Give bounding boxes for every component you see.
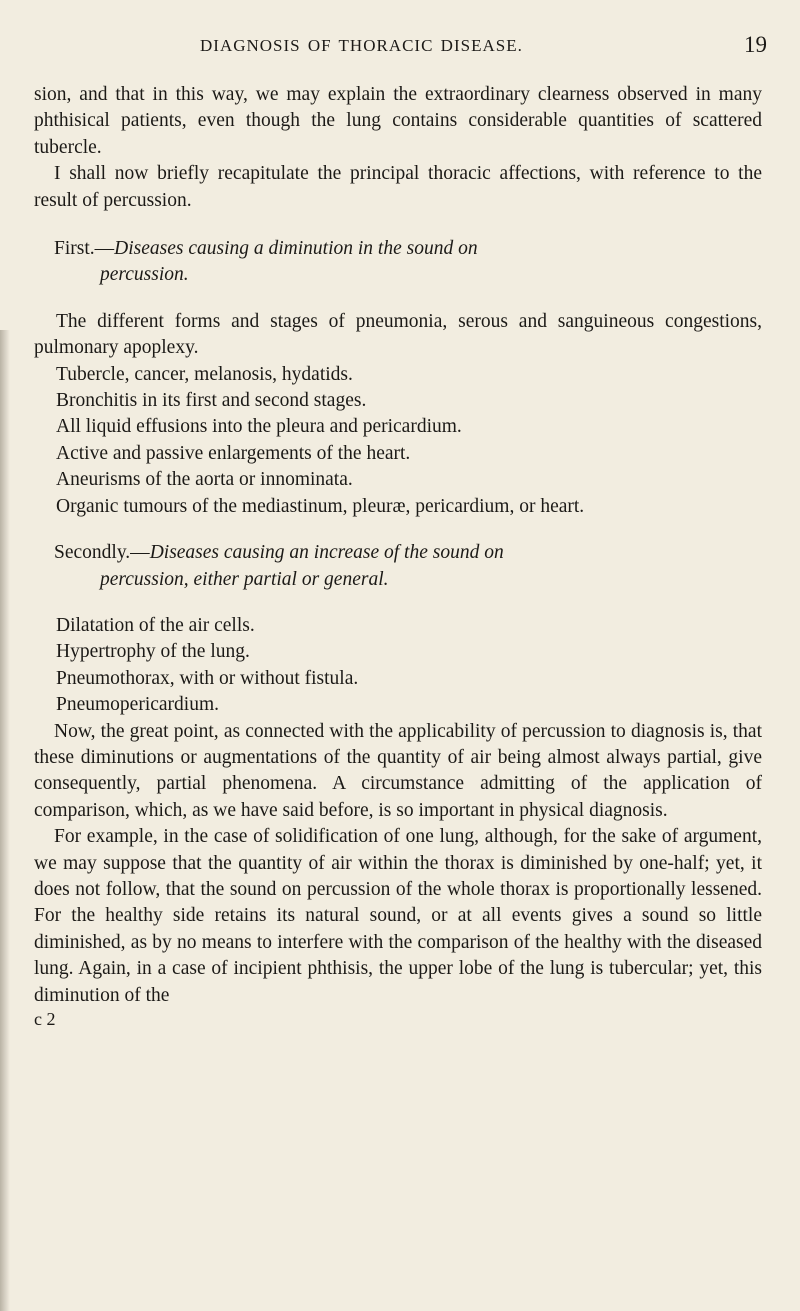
page-number: 19 — [744, 32, 767, 57]
list-item: Organic tumours of the mediastinum, pleuræ, pericardium, or heart. — [56, 495, 585, 517]
list-item: Pneumopericardium. — [56, 694, 219, 716]
list-item: All liquid effusions into the pleura and pericardium. — [56, 416, 462, 438]
signature-mark: c 2 — [34, 1009, 56, 1029]
list-item: Dilatation of the air cells. — [56, 614, 255, 636]
heading-first-italic-2: percussion. — [100, 264, 189, 286]
spacer — [34, 520, 762, 540]
heading-first-lead: First.— — [54, 238, 115, 260]
heading-secondly-italic-1: Diseases causing an increase of the sound on — [149, 542, 504, 564]
body-text — [34, 82, 762, 1029]
list-item: Bronchitis in its first and second stages. — [56, 390, 367, 412]
heading-secondly-italic-2: percussion, either partial or general. — [100, 568, 389, 590]
heading-secondly-lead: Secondly.— — [54, 542, 150, 564]
paragraph-continuation: sion, and that in this way, we may explain the extraordinary clearness observed in many phthisical patients, even though the lung contains considerable quantities of scattered tubercle. — [34, 84, 762, 158]
spacer — [34, 593, 762, 613]
list-item: Active and passive enlargements of the heart. — [56, 442, 411, 464]
list-item: Aneurisms of the aorta or innominata. — [56, 469, 353, 491]
heading-first-italic-1: Diseases causing a diminution in the sound on — [114, 238, 478, 260]
list-item: Hypertrophy of the lung. — [56, 641, 250, 663]
section-heading-first — [34, 236, 762, 289]
paragraph-applicability: Now, the great point, as connected with the applicability of percussion to diagnosis is, that these diminutions or augmentations of the quantity of air being almost always partial, give consequently, partial phenomena. A circumstance admitting of the application of comparison, which, as we have said before, is so important in physical diagnosis. — [34, 720, 762, 821]
section-heading-secondly — [34, 540, 762, 593]
running-head-title: DIAGNOSIS OF THORACIC DISEASE. — [200, 36, 523, 55]
list-item: Pneumothorax, with or without fistula. — [56, 667, 359, 689]
list-item: Tubercle, cancer, melanosis, hydatids. — [56, 363, 353, 385]
page-edge-shadow — [0, 330, 10, 1311]
running-head — [0, 32, 800, 62]
list-item: The different forms and stages of pneumonia, serous and sanguineous congestions, pulmonary apoplexy. — [34, 310, 762, 359]
spacer — [34, 214, 762, 236]
spacer — [34, 289, 762, 309]
paragraph-recapitulate: I shall now briefly recapitulate the principal thoracic affections, with reference to the result of percussion. — [34, 163, 762, 211]
paragraph-example: For example, in the case of solidification of one lung, although, for the sake of argument, we may suppose that the quantity of air within the thorax is diminished by one-half; yet, it does not follow, that the sound on percussion of the whole thorax is proportionally lessened. For the healthy side retains its natural sound, or at all events gives a sound so little diminished, as by no means to interfere with the comparison of the healthy with the diseased lung. Again, in a case of incipient phthisis, the upper lobe of the lung is tubercular; yet, this diminution of the — [34, 826, 762, 1006]
